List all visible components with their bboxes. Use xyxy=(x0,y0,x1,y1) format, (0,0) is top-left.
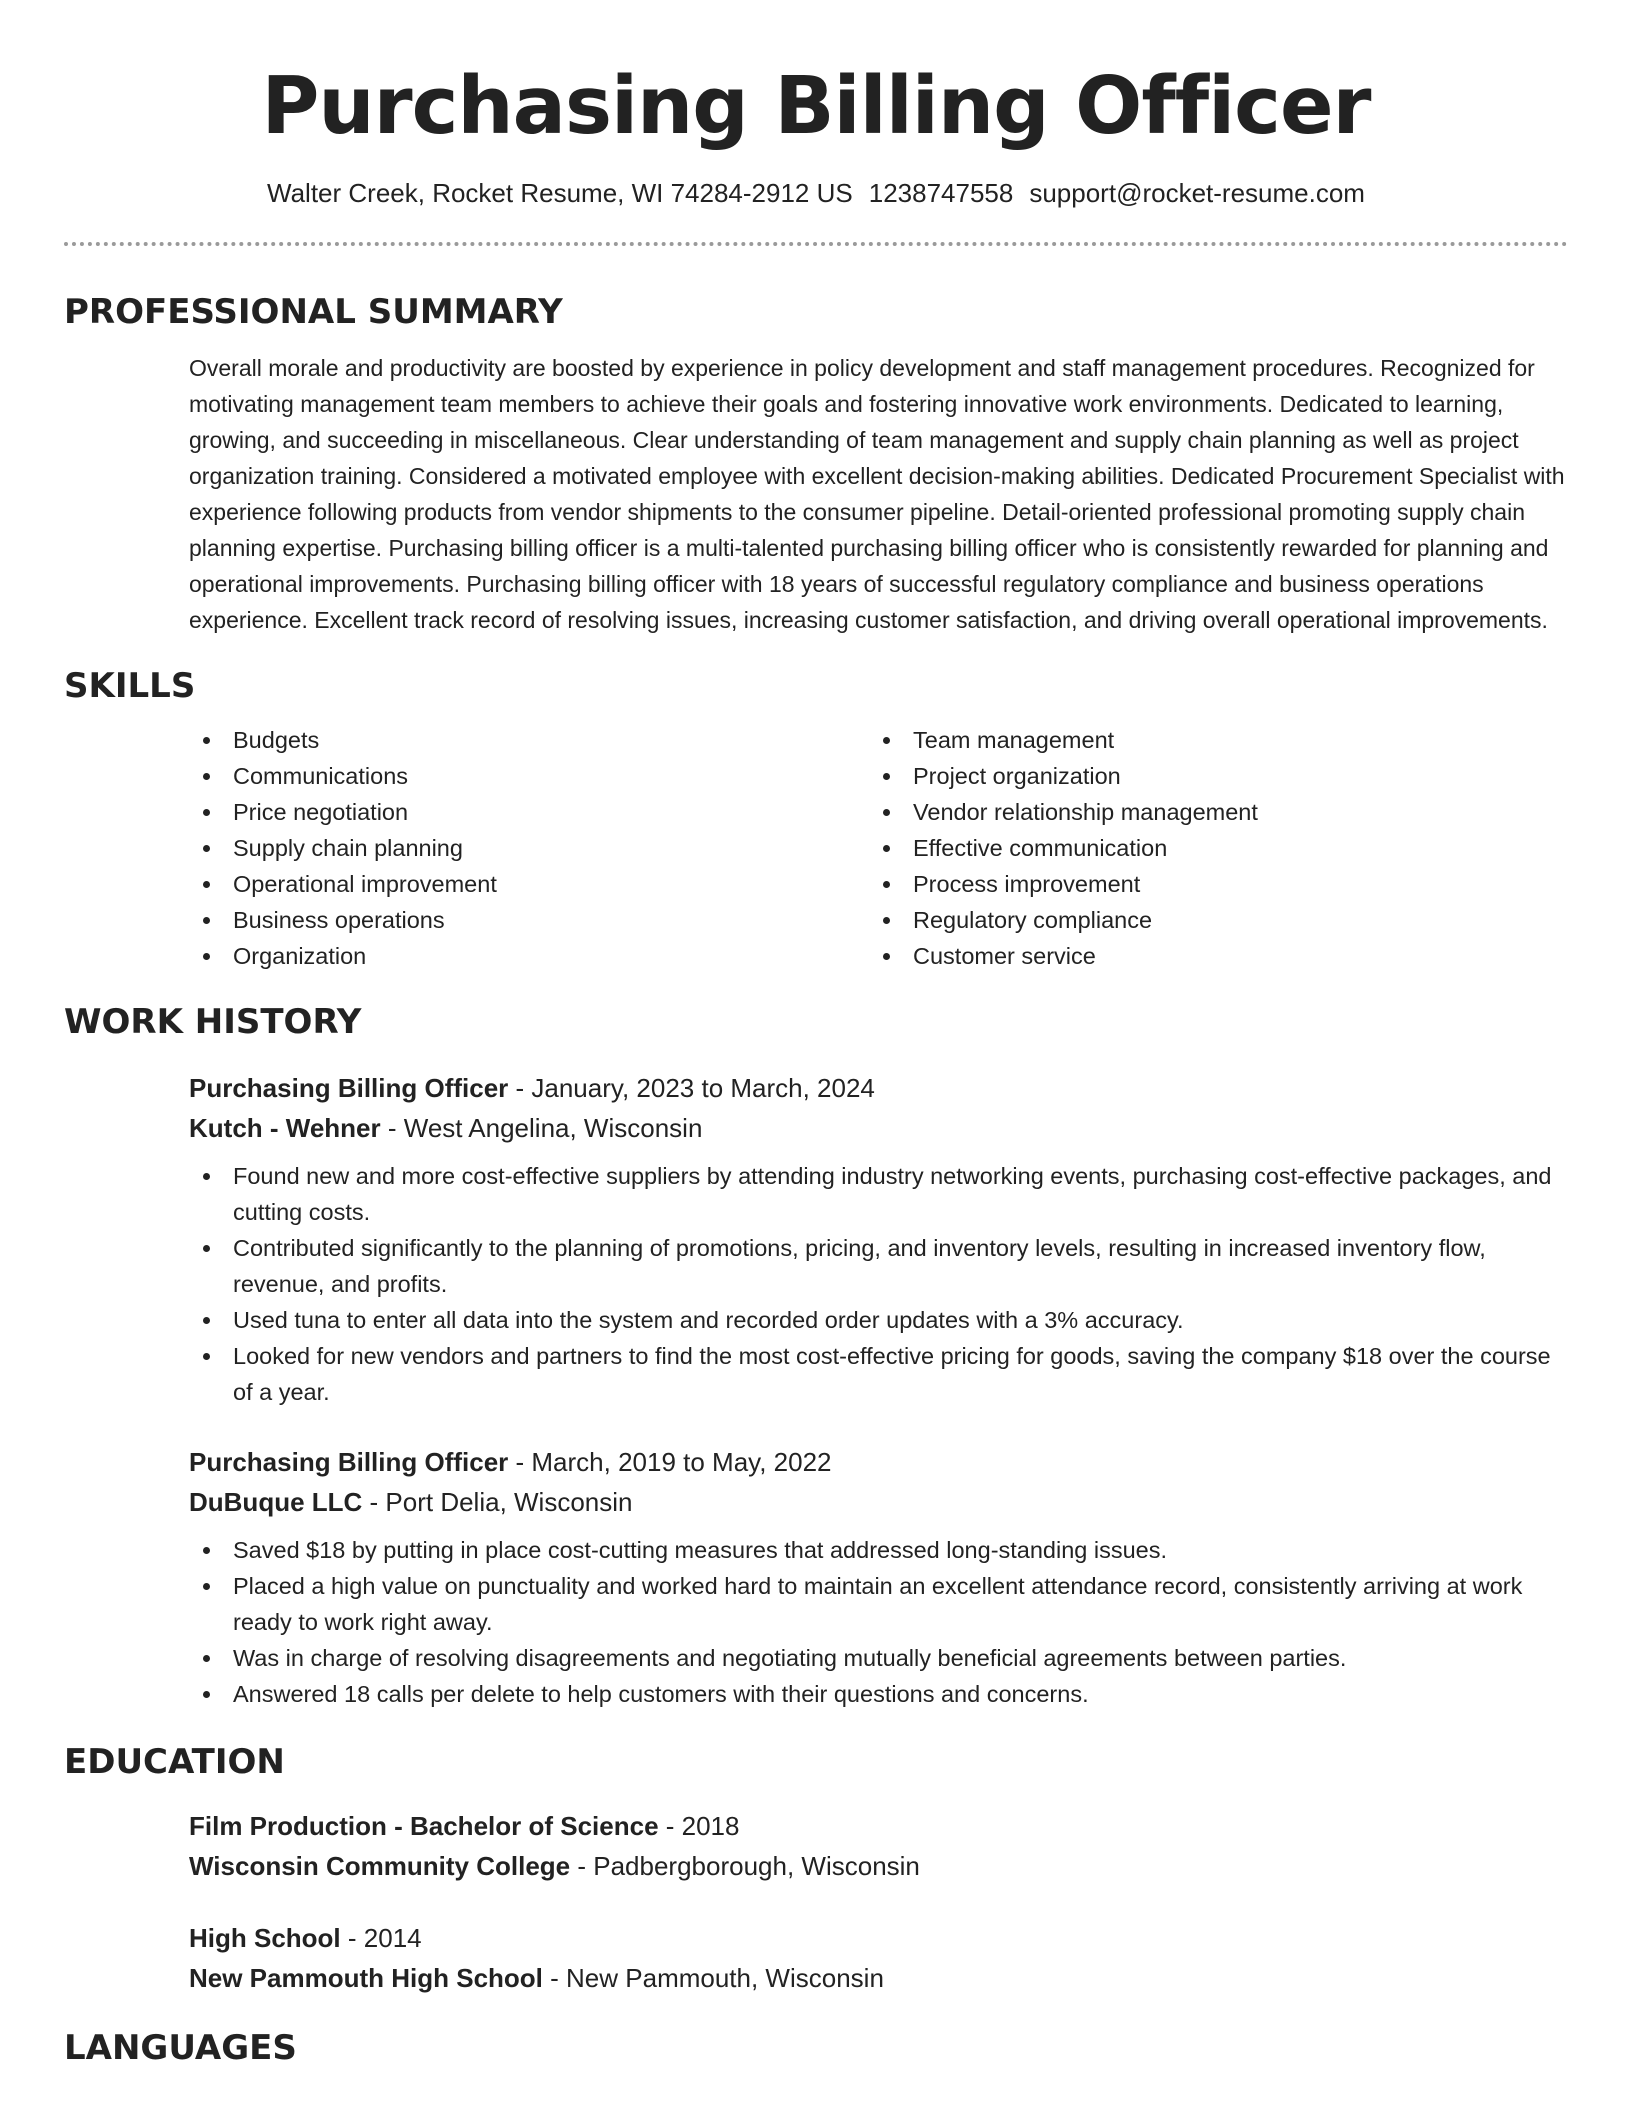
job-dates: - January, 2023 to March, 2024 xyxy=(508,1073,875,1103)
education-title: EDUCATION xyxy=(64,1742,285,1782)
education-entry xyxy=(189,1918,1568,1998)
skills-columns xyxy=(189,722,1568,974)
summary-title: PROFESSIONAL SUMMARY xyxy=(64,292,563,332)
education-school: Wisconsin Community College xyxy=(189,1851,571,1881)
skill-item: Operational improvement xyxy=(189,866,869,902)
languages-title: LANGUAGES xyxy=(64,2028,297,2068)
skill-item: Vendor relationship management xyxy=(869,794,1549,830)
job-dates: - March, 2019 to May, 2022 xyxy=(508,1447,832,1477)
job-role: Purchasing Billing Officer xyxy=(189,1073,509,1103)
job-bullet: Contributed significantly to the planning of promotions, pricing, and inventory levels, resulting in increased inventory flow, revenue, and profits. xyxy=(189,1230,1568,1302)
job-title-line xyxy=(189,1068,1568,1108)
education-location: - Padbergborough, Wisconsin xyxy=(570,1851,920,1881)
education-school-line xyxy=(189,1846,1568,1886)
job-bullet: Used tuna to enter all data into the system and recorded order updates with a 3% accuracy. xyxy=(189,1302,1568,1338)
education-degree-line xyxy=(189,1918,1568,1958)
education-degree: High School xyxy=(189,1923,341,1953)
job-title-line xyxy=(189,1442,1568,1482)
work-title: WORK HISTORY xyxy=(64,1002,362,1042)
job-location: - West Angelina, Wisconsin xyxy=(380,1113,703,1143)
job-role: Purchasing Billing Officer xyxy=(189,1447,509,1477)
job-company-line xyxy=(189,1108,1568,1148)
skill-item: Budgets xyxy=(189,722,869,758)
job-bullet: Was in charge of resolving disagreements and negotiating mutually beneficial agreements between parties. xyxy=(189,1640,1568,1676)
languages-section xyxy=(64,2026,1568,2070)
job-bullet: Saved $18 by putting in place cost-cutting measures that addressed long-standing issues. xyxy=(189,1532,1568,1568)
job-bullet: Looked for new vendors and partners to find the most cost-effective pricing for goods, saving the company $18 over the course of a year. xyxy=(189,1338,1568,1410)
contact-line xyxy=(64,176,1568,210)
job-bullets xyxy=(189,1532,1568,1712)
job-bullet: Found new and more cost-effective suppliers by attending industry networking events, purchasing cost-effective packages, and cutting costs. xyxy=(189,1158,1568,1230)
resume-name: Purchasing Billing Officer xyxy=(261,60,1371,152)
education-year: - 2018 xyxy=(658,1811,740,1841)
education-year: - 2014 xyxy=(340,1923,422,1953)
education-degree: Film Production - Bachelor of Science xyxy=(189,1811,659,1841)
skill-item: Price negotiation xyxy=(189,794,869,830)
skills-section xyxy=(64,664,1568,974)
job-entry xyxy=(189,1068,1568,1410)
education-section xyxy=(64,1740,1568,1998)
contact-phone: 1238747558 xyxy=(868,178,1014,208)
contact-email[interactable]: support@rocket-resume.com xyxy=(1029,178,1365,208)
job-company-line xyxy=(189,1482,1568,1522)
education-school-line xyxy=(189,1958,1568,1998)
education-location: - New Pammouth, Wisconsin xyxy=(542,1963,884,1993)
skill-item: Supply chain planning xyxy=(189,830,869,866)
skills-list-right xyxy=(869,722,1549,974)
skill-item: Business operations xyxy=(189,902,869,938)
job-bullet: Placed a high value on punctuality and worked hard to maintain an excellent attendance record, consistently arriving at work ready to work right away. xyxy=(189,1568,1568,1640)
header-divider xyxy=(64,242,1568,246)
skill-item: Communications xyxy=(189,758,869,794)
skills-title: SKILLS xyxy=(64,666,196,706)
skill-item: Process improvement xyxy=(869,866,1549,902)
skill-item: Organization xyxy=(189,938,869,974)
skill-item: Project organization xyxy=(869,758,1549,794)
summary-section xyxy=(64,290,1568,638)
job-company: Kutch - Wehner xyxy=(189,1113,381,1143)
job-entry xyxy=(189,1442,1568,1712)
education-degree-line xyxy=(189,1806,1568,1846)
resume-page xyxy=(64,0,1568,2070)
education-entry xyxy=(189,1806,1568,1886)
skill-item: Effective communication xyxy=(869,830,1549,866)
skill-item: Customer service xyxy=(869,938,1549,974)
job-bullets xyxy=(189,1158,1568,1410)
skills-list-left xyxy=(189,722,869,974)
contact-address: Walter Creek, Rocket Resume, WI 74284-2912 US xyxy=(267,178,853,208)
job-bullet: Answered 18 calls per delete to help customers with their questions and concerns. xyxy=(189,1676,1568,1712)
education-school: New Pammouth High School xyxy=(189,1963,543,1993)
skill-item: Regulatory compliance xyxy=(869,902,1549,938)
job-location: - Port Delia, Wisconsin xyxy=(362,1487,633,1517)
work-section xyxy=(64,1000,1568,1712)
skill-item: Team management xyxy=(869,722,1549,758)
job-company: DuBuque LLC xyxy=(189,1487,363,1517)
summary-text: Overall morale and productivity are boosted by experience in policy development and staff management procedures. Recognized for motivating management team members to achieve their goals and fostering innovative work environments. Dedicated to learning, growing, and succeeding in miscellaneous. Clear understanding of team management and supply chain planning as well as project organization training. Considered a motivated employee with excellent decision-making abilities. Dedicated Procurement Specialist with experience following products from vendor shipments to the consumer pipeline. Detail-oriented professional promoting supply chain planning expertise. Purchasing billing officer is a multi-talented purchasing billing officer who is consistently rewarded for planning and operational improvements. Purchasing billing officer with 18 years of successful regulatory compliance and business operations experience. Excellent track record of resolving issues, increasing customer satisfaction, and driving overall operational improvements. xyxy=(189,355,1565,633)
